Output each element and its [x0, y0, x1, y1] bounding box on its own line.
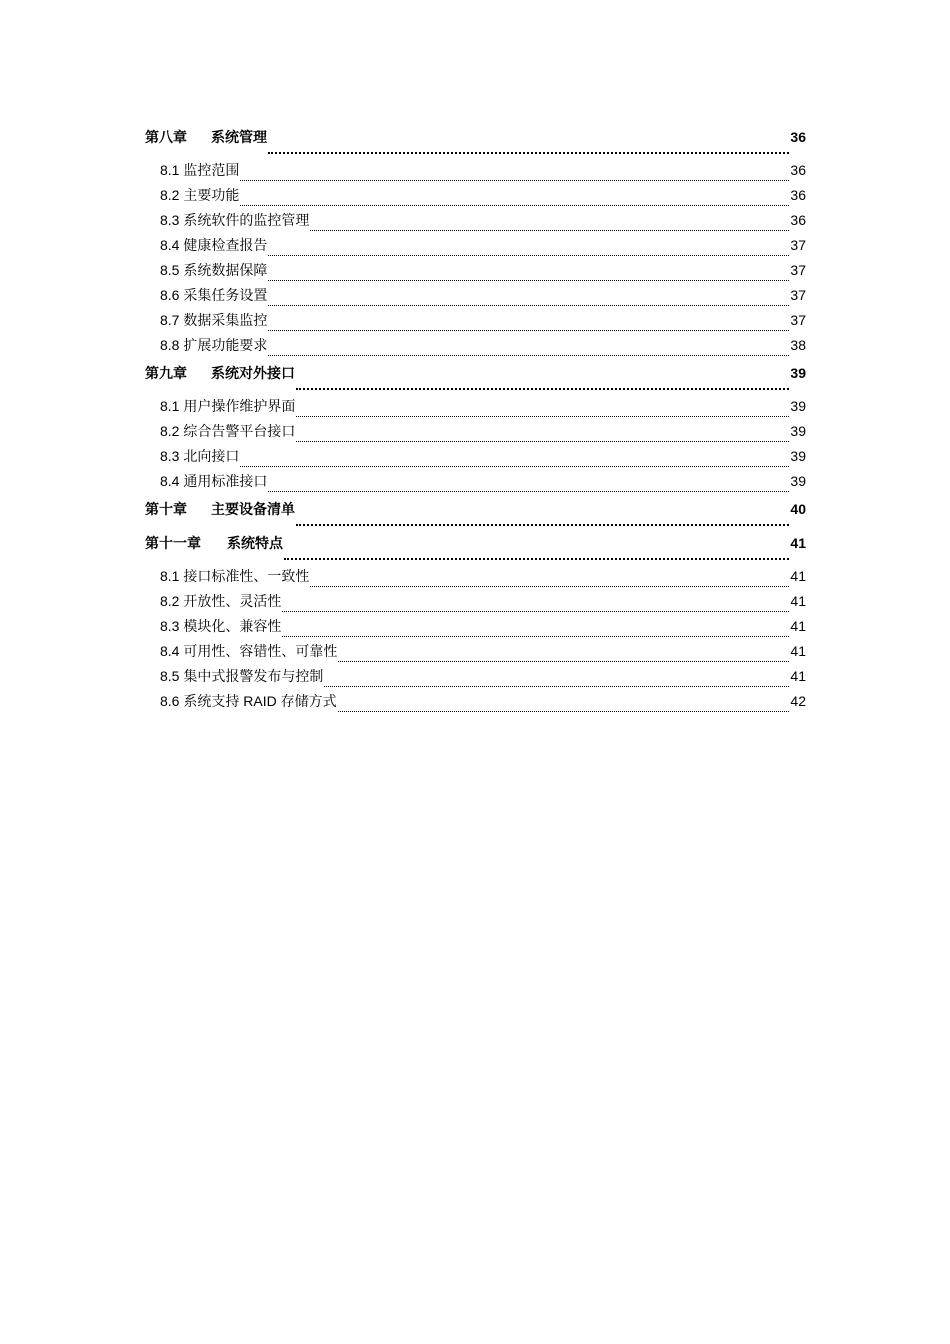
toc-entry-title — [160, 262, 267, 278]
toc-section-entry[interactable] — [145, 260, 806, 285]
dot-leader — [296, 430, 789, 442]
toc-entry-title — [160, 668, 323, 684]
toc-section-title: 可用性、容错性、可靠性 — [183, 643, 338, 659]
toc-page-number: 39 — [790, 398, 806, 414]
toc-section-title: 开放性、灵活性 — [183, 593, 282, 609]
dot-leader — [240, 169, 789, 181]
toc-page-number: 36 — [790, 162, 806, 178]
toc-chapter-title: 系统管理 — [211, 129, 267, 145]
dot-leader — [240, 455, 789, 467]
toc-section-number: 8.3 — [160, 618, 180, 634]
toc-entry-title — [160, 237, 267, 253]
toc-section-number: 8.5 — [160, 262, 180, 278]
toc-section-title: 集中式报警发布与控制 — [183, 668, 324, 684]
toc-page-number: 41 — [790, 668, 806, 684]
toc-section-number: 8.4 — [160, 473, 180, 489]
toc-section-entry[interactable] — [145, 691, 806, 716]
toc-entry-title — [160, 593, 281, 609]
toc-page-number: 36 — [790, 212, 806, 228]
toc-entry-title — [160, 643, 337, 659]
toc-entry-title — [160, 423, 295, 439]
toc-section-number: 8.4 — [160, 643, 180, 659]
toc-page-number: 36 — [790, 129, 806, 145]
toc-section-title: 数据采集监控 — [183, 312, 268, 328]
toc-chapter-number: 第八章 — [145, 129, 187, 145]
toc-page-number: 37 — [790, 312, 806, 328]
toc-section-entry[interactable] — [145, 335, 806, 360]
toc-page-number: 39 — [790, 473, 806, 489]
toc-entry-title — [145, 501, 295, 517]
toc-section-number: 8.2 — [160, 423, 180, 439]
toc-section-title: 扩展功能要求 — [183, 337, 268, 353]
toc-page-number: 41 — [790, 535, 806, 551]
dot-leader — [338, 700, 790, 712]
toc-entry-title — [160, 312, 267, 328]
toc-chapter-entry[interactable] — [145, 530, 806, 564]
toc-section-number: 8.2 — [160, 593, 180, 609]
toc-entry-title — [145, 365, 295, 381]
toc-section-title: 主要功能 — [183, 187, 240, 203]
dot-leader — [282, 625, 789, 637]
toc-page-number: 41 — [790, 643, 806, 659]
toc-chapter-title: 系统对外接口 — [211, 365, 295, 381]
toc-chapter-entry[interactable] — [145, 496, 806, 530]
toc-section-entry[interactable] — [145, 285, 806, 310]
toc-section-title: 系统支持 RAID 存储方式 — [183, 693, 337, 709]
toc-section-number: 8.4 — [160, 237, 180, 253]
toc-page-number: 41 — [790, 618, 806, 634]
toc-section-entry[interactable] — [145, 471, 806, 496]
toc-section-number: 8.1 — [160, 568, 180, 584]
toc-section-number: 8.8 — [160, 337, 180, 353]
toc-entry-title — [160, 162, 239, 178]
toc-entry-title — [160, 448, 239, 464]
toc-page-number: 37 — [790, 287, 806, 303]
dot-leader — [296, 378, 789, 390]
toc-page-number: 38 — [790, 337, 806, 353]
toc-section-number: 8.2 — [160, 187, 180, 203]
toc-entry-title — [160, 337, 267, 353]
toc-section-entry[interactable] — [145, 394, 806, 421]
dot-leader — [310, 219, 789, 231]
toc-entry-title — [145, 129, 267, 145]
toc-page-number: 41 — [790, 593, 806, 609]
table-of-contents — [145, 124, 806, 716]
toc-chapter-title: 主要设备清单 — [211, 501, 295, 517]
toc-section-number: 8.3 — [160, 212, 180, 228]
toc-section-entry[interactable] — [145, 158, 806, 185]
toc-chapter-number: 第十章 — [145, 501, 187, 517]
toc-section-number: 8.5 — [160, 668, 180, 684]
toc-section-entry[interactable] — [145, 666, 806, 691]
toc-chapter-title: 系统特点 — [227, 535, 283, 551]
dot-leader — [284, 548, 789, 560]
toc-entry-title — [160, 398, 295, 414]
dot-leader — [268, 480, 789, 492]
dot-leader — [324, 675, 789, 687]
toc-section-title: 综合告警平台接口 — [183, 423, 296, 439]
toc-section-title: 通用标准接口 — [183, 473, 268, 489]
toc-entry-title — [160, 568, 309, 584]
toc-page-number: 39 — [790, 365, 806, 381]
toc-section-entry[interactable] — [145, 210, 806, 235]
toc-section-title: 采集任务设置 — [183, 287, 268, 303]
toc-section-title: 系统数据保障 — [183, 262, 268, 278]
dot-leader — [338, 650, 789, 662]
toc-page-number: 37 — [790, 262, 806, 278]
toc-section-entry[interactable] — [145, 235, 806, 260]
dot-leader — [310, 575, 789, 587]
dot-leader — [268, 344, 789, 356]
toc-chapter-entry[interactable] — [145, 360, 806, 394]
toc-entry-title — [145, 535, 283, 551]
toc-entry-title — [160, 618, 281, 634]
toc-entry-title — [160, 693, 337, 709]
toc-entry-title — [160, 187, 239, 203]
dot-leader — [282, 600, 789, 612]
dot-leader — [268, 244, 789, 256]
toc-section-entry[interactable] — [145, 421, 806, 446]
toc-page-number: 39 — [790, 448, 806, 464]
toc-entry-title — [160, 287, 267, 303]
toc-section-title: 系统软件的监控管理 — [183, 212, 310, 228]
toc-page-number: 36 — [790, 187, 806, 203]
dot-leader — [296, 514, 789, 526]
toc-entry-title — [160, 212, 309, 228]
toc-section-entry[interactable] — [145, 310, 806, 335]
dot-leader — [268, 319, 789, 331]
dot-leader — [268, 269, 789, 281]
toc-entry-title — [160, 473, 267, 489]
toc-section-title: 模块化、兼容性 — [183, 618, 282, 634]
toc-section-entry[interactable] — [145, 446, 806, 471]
toc-chapter-number: 第十一章 — [145, 535, 201, 551]
toc-section-entry[interactable] — [145, 591, 806, 616]
toc-section-number: 8.7 — [160, 312, 180, 328]
toc-section-number: 8.6 — [160, 287, 180, 303]
toc-section-title: 北向接口 — [183, 448, 240, 464]
toc-chapter-entry[interactable] — [145, 124, 806, 158]
toc-chapter-number: 第九章 — [145, 365, 187, 381]
toc-section-entry[interactable] — [145, 641, 806, 666]
toc-section-title: 用户操作维护界面 — [183, 398, 296, 414]
dot-leader — [240, 194, 789, 206]
toc-section-number: 8.3 — [160, 448, 180, 464]
toc-section-entry[interactable] — [145, 616, 806, 641]
toc-section-entry[interactable] — [145, 564, 806, 591]
toc-page-number: 42 — [790, 693, 806, 709]
toc-page-number: 41 — [790, 568, 806, 584]
toc-section-title: 接口标准性、一致性 — [183, 568, 310, 584]
toc-section-number: 8.6 — [160, 693, 180, 709]
toc-section-title: 监控范围 — [183, 162, 240, 178]
dot-leader — [296, 405, 789, 417]
dot-leader — [268, 142, 789, 154]
toc-section-number: 8.1 — [160, 162, 180, 178]
toc-section-number: 8.1 — [160, 398, 180, 414]
toc-page-number: 40 — [790, 501, 806, 517]
toc-page-number: 37 — [790, 237, 806, 253]
toc-section-title: 健康检查报告 — [183, 237, 268, 253]
toc-section-entry[interactable] — [145, 185, 806, 210]
toc-page-number: 39 — [790, 423, 806, 439]
dot-leader — [268, 294, 789, 306]
